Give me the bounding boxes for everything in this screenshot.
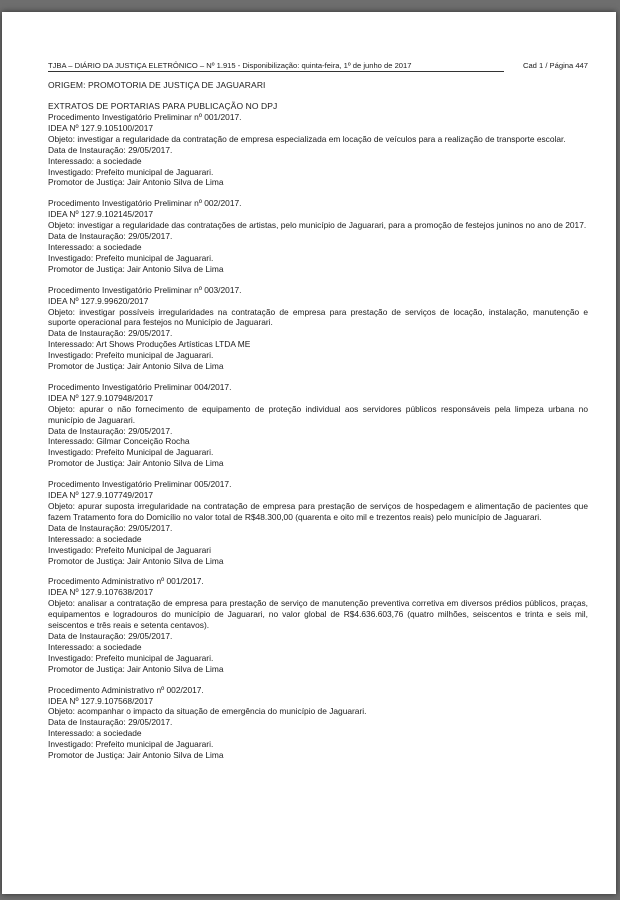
section-title: EXTRATOS DE PORTARIAS PARA PUBLICAÇÃO NO DPJ bbox=[48, 101, 278, 111]
investigado-line: Investigado: Prefeito Municipal de Jaguarari. bbox=[48, 447, 214, 458]
origin-line: ORIGEM: PROMOTORIA DE JUSTIÇA DE JAGUARARI bbox=[48, 80, 266, 90]
procedimento-line: Procedimento Investigatório Preliminar nº 002/2017. bbox=[48, 198, 242, 209]
idea-number: IDEA Nº 127.9.102145/2017 bbox=[48, 209, 154, 220]
interessado-line: Interessado: a sociedade bbox=[48, 533, 142, 544]
promotor-line: Promotor de Justiça: Jair Antonio Silva de Lima bbox=[48, 663, 224, 674]
promotor-line: Promotor de Justiça: Jair Antonio Silva de Lima bbox=[48, 750, 224, 761]
objeto-text: Objeto: apurar suposta irregularidade na contratação de empresa para prestação de serviços de hospedagem e alimentação de pacientes que fazem Tratamento fora do Domicílio no valor total de R$48.300,00 (quarenta e oito mil e trezentos reais) pelo município de Jaguarari. bbox=[48, 501, 588, 522]
idea-number: IDEA Nº 127.9.107749/2017 bbox=[48, 490, 154, 501]
data-instauracao: Data de Instauração: 29/05/2017. bbox=[48, 717, 173, 728]
document-page bbox=[2, 12, 616, 894]
procedimento-line: Procedimento Investigatório Preliminar 004/2017. bbox=[48, 381, 232, 392]
portaria-entry bbox=[48, 198, 588, 274]
objeto-text: Objeto: investigar a regularidade da contratação de empresa especializada em locação de veículos para a realização de transporte escolar. bbox=[48, 133, 566, 144]
investigado-line: Investigado: Prefeito municipal de Jaguarari. bbox=[48, 252, 214, 263]
interessado-line: Interessado: a sociedade bbox=[48, 641, 142, 652]
procedimento-line: Procedimento Investigatório Preliminar nº 003/2017. bbox=[48, 284, 242, 295]
data-instauracao: Data de Instauração: 29/05/2017. bbox=[48, 522, 173, 533]
header-page-number: Cad 1 / Página 447 bbox=[522, 61, 588, 70]
page-content bbox=[48, 12, 588, 761]
portaria-entry bbox=[48, 112, 588, 188]
interessado-line: Interessado: a sociedade bbox=[48, 241, 142, 252]
header-publication-info: TJBA – DIÁRIO DA JUSTIÇA ELETRÔNICO – Nº 1.915 - Disponibilização: quinta-feira, 1º de junho de 2017 bbox=[48, 61, 412, 70]
idea-number: IDEA Nº 127.9.99620/2017 bbox=[48, 295, 149, 306]
idea-number: IDEA Nº 127.9.107948/2017 bbox=[48, 392, 154, 403]
objeto-text: Objeto: analisar a contratação de empresa para prestação de serviço de manutenção preventiva corretiva em diversos prédios públicos, praças, equipamentos e logradouros do município de Jaguarari, no valor global de R$4.636.603,76 (quatro milhões, seiscentos e trinta e seis mil, seiscentos e três reais e setenta centavos). bbox=[48, 598, 588, 631]
interessado-line: Interessado: a sociedade bbox=[48, 155, 142, 166]
data-instauracao: Data de Instauração: 29/05/2017. bbox=[48, 328, 173, 339]
procedimento-line: Procedimento Investigatório Preliminar 005/2017. bbox=[48, 479, 232, 490]
promotor-line: Promotor de Justiça: Jair Antonio Silva de Lima bbox=[48, 361, 224, 372]
header-divider bbox=[48, 71, 504, 72]
idea-number: IDEA Nº 127.9.107568/2017 bbox=[48, 695, 154, 706]
procedimento-line: Procedimento Administrativo nº 002/2017. bbox=[48, 684, 204, 695]
investigado-line: Investigado: Prefeito municipal de Jaguarari. bbox=[48, 350, 214, 361]
portaria-entry bbox=[48, 576, 588, 674]
investigado-line: Investigado: Prefeito municipal de Jaguarari. bbox=[48, 166, 214, 177]
data-instauracao: Data de Instauração: 29/05/2017. bbox=[48, 231, 173, 242]
interessado-line: Interessado: a sociedade bbox=[48, 728, 142, 739]
investigado-line: Investigado: Prefeito municipal de Jaguarari. bbox=[48, 652, 214, 663]
portaria-entry bbox=[48, 382, 588, 469]
page-header bbox=[48, 61, 588, 73]
objeto-text: Objeto: apurar o não fornecimento de equipamento de proteção individual aos servidores públicos responsáveis pela limpeza urbana no município de Jaguarari. bbox=[48, 403, 588, 425]
promotor-line: Promotor de Justiça: Jair Antonio Silva de Lima bbox=[48, 177, 224, 188]
data-instauracao: Data de Instauração: 29/05/2017. bbox=[48, 425, 173, 436]
data-instauracao: Data de Instauração: 29/05/2017. bbox=[48, 144, 173, 155]
entries-list bbox=[48, 112, 588, 761]
data-instauracao: Data de Instauração: 29/05/2017. bbox=[48, 630, 173, 641]
idea-number: IDEA Nº 127.9.107638/2017 bbox=[48, 587, 154, 598]
idea-number: IDEA Nº 127.9.105100/2017 bbox=[48, 122, 154, 133]
objeto-text: Objeto: investigar a regularidade das contratações de artistas, pelo município de Jaguarari, para a promoção de festejos juninos no ano de 2017. bbox=[48, 220, 587, 231]
portaria-entry bbox=[48, 685, 588, 761]
objeto-text: Objeto: acompanhar o impacto da situação de emergência do município de Jaguarari. bbox=[48, 706, 367, 717]
procedimento-line: Procedimento Investigatório Preliminar nº 001/2017. bbox=[48, 112, 242, 122]
interessado-line: Interessado: Art Shows Produções Artísticas LTDA ME bbox=[48, 339, 251, 350]
procedimento-line: Procedimento Administrativo nº 001/2017. bbox=[48, 576, 204, 587]
portaria-entry bbox=[48, 479, 588, 566]
investigado-line: Investigado: Prefeito Municipal de Jaguarari bbox=[48, 544, 211, 555]
objeto-text: Objeto: investigar possíveis irregularidades na contratação de empresa para prestação de serviços de locação, instalação, manutenção e suporte operacional para festejos no Município de Jaguarari. bbox=[48, 306, 588, 328]
promotor-line: Promotor de Justiça: Jair Antonio Silva de Lima bbox=[48, 555, 224, 566]
interessado-line: Interessado: Gilmar Conceição Rocha bbox=[48, 436, 190, 447]
promotor-line: Promotor de Justiça: Jair Antonio Silva de Lima bbox=[48, 263, 224, 274]
portaria-entry bbox=[48, 285, 588, 372]
promotor-line: Promotor de Justiça: Jair Antonio Silva de Lima bbox=[48, 458, 224, 469]
investigado-line: Investigado: Prefeito municipal de Jaguarari. bbox=[48, 739, 214, 750]
